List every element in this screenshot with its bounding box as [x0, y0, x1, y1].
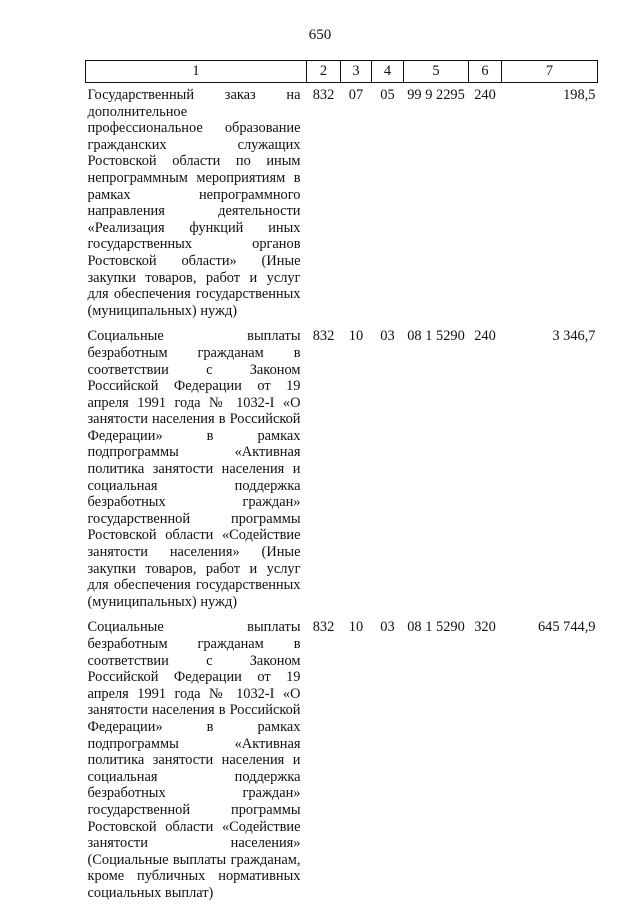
row-section-code: 10	[348, 328, 364, 345]
row-target-code: 99 9 2295	[407, 87, 465, 103]
row-target-code: 08 1 5290	[407, 328, 465, 345]
row-description: Социальные выплаты безработным гражданам в соответствии с Законом Российской Федерации от 19 апреля 1991 года № 1032-I «О занятости населения в Российской Федерации» в рамках подпрограммы «Активная политика занятости населения и социальная поддержка безработных граждан» государственной программы Ростовской области «Содействие занятости населения» (Иные закупки товаров, работ и услуг для обеспечения государственных (муниципальных) нужд)	[87, 328, 301, 610]
header-col-7: 7	[502, 61, 598, 83]
header-col-4: 4	[372, 61, 404, 83]
header-col-3: 3	[341, 61, 372, 83]
table-row	[86, 319, 598, 610]
header-col-5: 5	[404, 61, 469, 83]
row-ministry-code: 832	[312, 619, 335, 636]
row-amount: 645 744,9	[537, 619, 596, 636]
row-expense-type: 320	[474, 619, 496, 636]
row-amount: 3 346,7	[552, 328, 596, 345]
row-subsection-code: 05	[380, 87, 395, 103]
row-section-code: 10	[348, 619, 364, 636]
row-ministry-code: 832	[312, 87, 335, 103]
row-subsection-code: 03	[380, 619, 395, 636]
row-description: Государственный заказ на дополнительное профессиональное образование гражданских служащих Ростовской области по иным непрограммным мероприятиям в рамках непрограммного направления деятельности «Реализация функций иных государственных органов Ростовской области» (Иные закупки товаров, работ и услуг для обеспечения государственных (муниципальных) нужд)	[87, 87, 301, 319]
table-header	[86, 61, 598, 83]
row-expense-type: 240	[474, 328, 496, 345]
row-target-code: 08 1 5290	[407, 619, 465, 636]
header-col-2: 2	[307, 61, 341, 83]
table-body	[86, 83, 598, 902]
header-row	[86, 61, 598, 83]
header-col-1: 1	[86, 61, 307, 83]
row-section-code: 07	[348, 87, 364, 103]
row-description: Социальные выплаты безработным гражданам в соответствии с Законом Российской Федерации от 19 апреля 1991 года № 1032-I «О занятости населения в Российской Федерации» в рамках подпрограммы «Активная политика занятости населения и социальная поддержка безработных граждан» государственной программы Ростовской области «Содействие занятости населения» (Социальные выплаты гражданам, кроме публичных нормативных социальных выплат)	[87, 619, 301, 901]
row-subsection-code: 03	[380, 328, 395, 345]
table-row	[86, 83, 598, 320]
header-col-6: 6	[469, 61, 502, 83]
row-expense-type: 240	[474, 87, 496, 103]
budget-table	[85, 60, 598, 902]
table-row	[86, 610, 598, 901]
page-number: 650	[308, 27, 332, 43]
row-amount: 198,5	[563, 87, 596, 103]
row-ministry-code: 832	[312, 328, 335, 345]
